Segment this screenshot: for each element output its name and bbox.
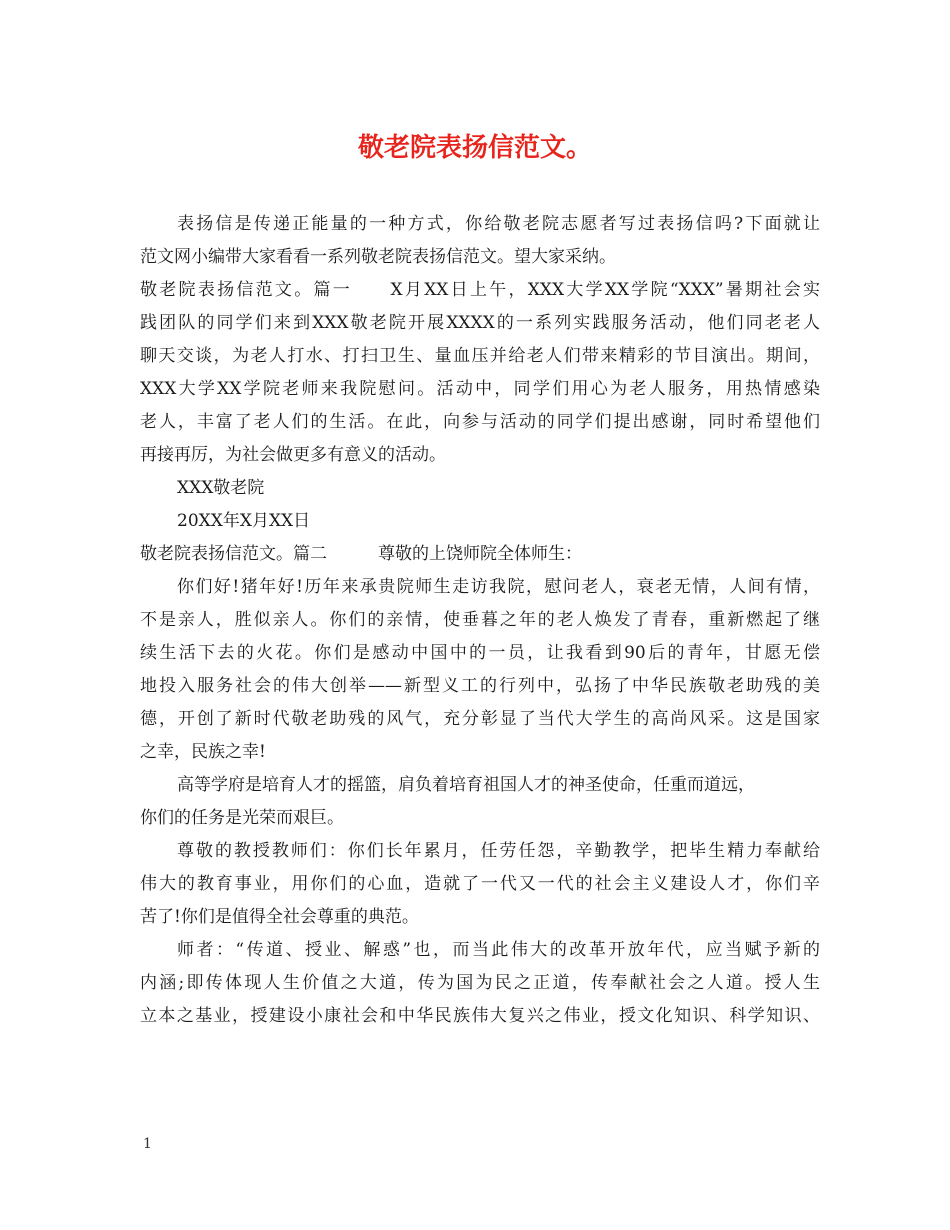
body-line: 之幸，民族之幸! [140,742,266,762]
body-line: 续生活下去的火花。你们是感动中国中的一员，让我看到90后的青年，甘愿无偿 [140,643,820,663]
body-line: 再接再厉，为社会做更多有意义的活动。 [140,445,446,465]
page-number: 1 [143,1136,152,1152]
body-line: 老人，丰富了老人们的生活。在此，向参与活动的同学们提出感谢，同时希望他们 [140,412,820,432]
body-line: 苦了!你们是值得全社会尊重的典范。 [140,907,419,927]
body-line: 伟大的教育事业，用你们的心血，造就了一代又一代的社会主义建设人才，你们辛 [140,874,820,894]
document-title: 敬老院表扬信范文。 [357,133,592,163]
body-line: 立本之基业，授建设小康社会和中华民族伟大复兴之伟业，授文化知识、科学知识、 [140,1006,820,1026]
signature-line: XXX敬老院 [177,478,265,498]
body-line: 践团队的同学们来到XXX敬老院开展XXXX的一系列实践服务活动，他们同老老人 [140,313,820,333]
document-body [140,208,820,1033]
body-line: 敬老院表扬信范文。篇一 X月XX日上午，XXX大学XX学院“XXX”暑期社会实 [140,280,820,300]
body-line: 表扬信是传递正能量的一种方式，你给敬老院志愿者写过表扬信吗?下面就让 [177,214,820,234]
body-line: 范文网小编带大家看看一系列敬老院表扬信范文。望大家采纳。 [140,247,616,267]
body-line: 地投入服务社会的伟大创举——新型义工的行列中，弘扬了中华民族敬老助残的美 [140,676,820,696]
body-line: XXX大学XX学院老师来我院慰问。活动中，同学们用心为老人服务，用热情感染 [140,379,820,399]
body-line: 你们的任务是光荣而艰巨。 [140,808,344,828]
body-line: 不是亲人，胜似亲人。你们的亲情，使垂暮之年的老人焕发了青春，重新燃起了继 [140,610,820,630]
body-line: 你们好!猪年好!历年来承贵院师生走访我院，慰问老人，衰老无情，人间有情， [177,577,820,597]
body-line: 聊天交谈，为老人打水、打扫卫生、量血压并给老人们带来精彩的节目演出。期间， [140,346,820,366]
body-line: 高等学府是培育人才的摇篮，肩负着培育祖国人才的神圣使命，任重而道远， [177,775,755,795]
body-line: 尊敬的教授教师们：你们长年累月，任劳任怨，辛勤教学，把毕生精力奉献给 [177,841,820,861]
date-line: 20XX年X月XX日 [177,511,311,531]
body-line: 师者：“传道、授业、解惑”也，而当此伟大的改革开放年代，应当赋予新的 [177,940,820,960]
body-line: 敬老院表扬信范文。篇二 尊敬的上饶师院全体师生： [140,544,582,564]
body-line: 内涵;即传体现人生价值之大道，传为国为民之正道，传奉献社会之人道。授人生 [140,973,820,993]
body-line: 德，开创了新时代敬老助残的风气，充分彰显了当代大学生的高尚风采。这是国家 [140,709,820,729]
